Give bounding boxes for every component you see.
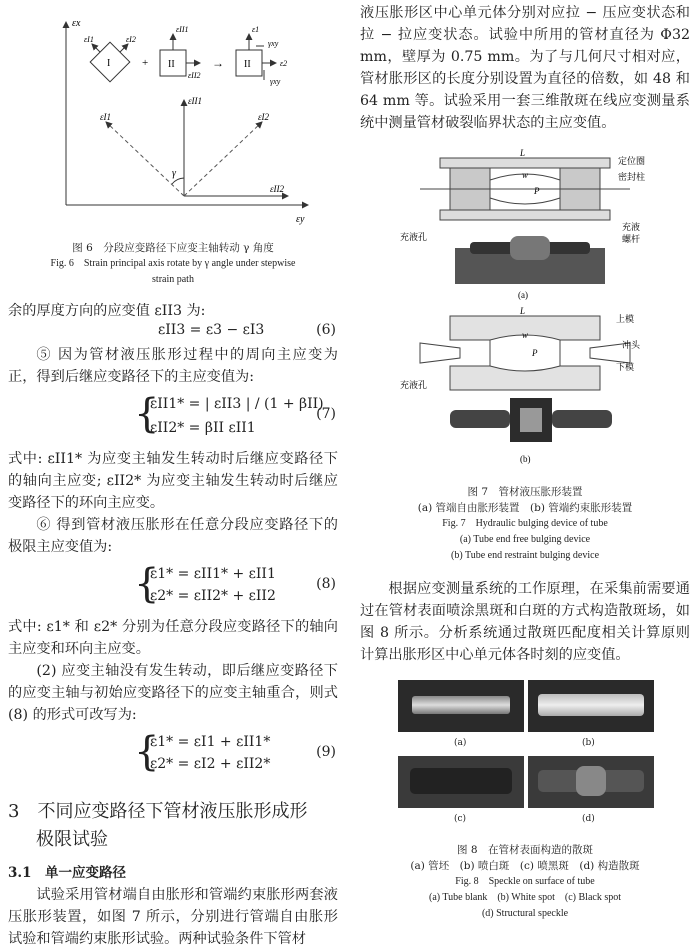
fig7a-P: P [534,186,540,196]
fig7b-tag: (b) [520,454,531,464]
fig7-caption-en-2: (a) Tube end free bulging device [459,534,591,545]
box-II-label: II [168,59,175,70]
equation-7: { εII1* = | εII3 | / (1 + βII) εII2* = βII εII1 (7) [134,391,336,437]
fig7b-w: w [522,330,529,340]
para-where-8: 式中: ε1* 和 ε2* 分别为任意分段应变路径下的轴向主应变和环向主应变。 [8,619,338,657]
fig8d-photo [528,756,654,808]
eI2-axis-label: εI2 [258,112,270,122]
fig8b-photo [528,680,654,732]
equation-8-number: (8) [316,576,336,592]
axis-ex-label: εx [72,18,81,29]
fig7b-L: L [520,306,526,316]
equation-6-expr: εII3 = ε3 − εI3 [158,322,265,338]
fig7-caption-cn: 图 7 管材液压胀形装置 [467,486,583,498]
fig7a-label-seal-column: 密封柱 [618,173,646,183]
figure-7b-device [360,306,690,470]
equation-7-number: (7) [316,406,336,422]
para-no-rotation: (2) 应变主轴没有发生转动，即后继应变路径下的应变主轴与初始应变路径下的应变主轴重合，则式 (8) 的形式可改写为: [8,663,338,723]
subsection-3-1: 3.1 单一应变路径 [8,865,126,881]
fig7b-label-punch: 冲头 [622,341,641,351]
fig7a-label-screw: 螺杆 [622,235,641,245]
para-step5: ⑤ 因为管材液压胀形过程中的周向主应变为正，得到后继应变路径下的主应变值为: [8,347,338,385]
equation-8a: ε1* = εII1* + εII1 [150,566,276,582]
section-3-title-line1: 3 不同应变路径下管材液压胀形成形 [8,801,308,822]
fig7a-label-positioning-ring: 定位圈 [618,157,646,167]
equation-8: { ε1* = εII1* + εII1 ε2* = εII2* + εII2 (8) [134,561,336,607]
para-test-setup: 试验采用管材端自由胀形和管端约束胀形两套液压胀形装置，如图 7 所示，分别进行管端自由胀形试验和管端约束胀形试验。两种试验条件下管材 [8,887,338,947]
fig8-caption-cn-sub: (a) 管坯 (b) 喷白斑 (c) 喷黑斑 (d) 构造散斑 [410,860,640,872]
box-II-shear-label: II [244,59,251,70]
fig8-caption-en-1: Fig. 8 Speckle on surface of tube [455,876,595,887]
fig7a-w: w [522,170,529,180]
fig8-caption-cn: 图 8 在管材表面构造的散斑 [456,844,594,856]
equation-9: { ε1* = εI1 + εII1* ε2* = εI2 + εII2* (9) [134,729,336,775]
gxy-bottom: γxy [270,77,281,86]
fig7-caption-cn-sub: (a) 管端自由胀形装置 (b) 管端约束胀形装置 [417,502,633,514]
figure-7a-device [360,150,690,300]
para-strain-states: 液压胀形区中心单元体分别对应拉 − 压应变状态和拉 − 拉应变状态。试验中所用的管材直径为 Φ32 mm，壁厚为 0.75 mm。为了与几何尺寸相对应，管材胀形区的长度分别设置为直径的倍数，如 48 和 64 mm 等。试验采用一套三维散斑在线应变测量系统中测量管材破裂临界状态的主应变值。 [360,5,690,131]
para-speckle-principle: 根据应变测量系统的工作原理，在采集前需要通过在管材表面喷涂黑斑和白斑的方式构造散斑场，如图 8 所示。分析系统通过散斑匹配度相关计算原则计算出胀形区中心单元体各时刻的应变值。 [360,581,690,663]
fig6-caption-en-2: strain path [152,274,194,285]
fig7b-P: P [532,348,538,358]
fig8c-tag: (c) [454,814,467,824]
axis-ey-label: εy [296,214,305,225]
eII2-axis-label: εII2 [270,184,285,194]
fig7-caption-en-3: (b) Tube end restraint bulging device [450,550,600,561]
gamma-label: γ [172,168,176,179]
fig7a-tag: (a) [518,290,528,300]
section-3-title-line2: 极限试验 [36,829,108,850]
eI1-axis-label: εI1 [100,112,112,122]
figure-6-diagram [8,0,338,225]
para-step6: ⑥ 得到管材液压胀形在任意分段应变路径下的极限主应变值为: [8,517,338,555]
equation-6-number: (6) [316,322,336,338]
fig7-caption-en-1: Fig. 7 Hydraulic bulging device of tube [442,518,608,529]
para-where-7: 式中: εII1* 为应变主轴发生转动时后继应变路径下的轴向主应变; εII2* 为应变主轴发生转动时后继应变路径下的环向主应变。 [8,451,338,511]
equation-7b: εII2* = βII εII1 [150,420,256,436]
eI1-small: εI1 [84,35,94,44]
e1-small: ε1 [252,25,260,34]
equation-7a: εII1* = | εII3 | / (1 + βII) [150,396,324,412]
equation-8b: ε2* = εII2* + εII2 [150,588,276,604]
eI2-small: εI2 [126,35,136,44]
fig7b-label-upper-die: 上模 [616,315,635,325]
gxy-top: γxy [268,39,279,48]
eII1-axis-label: εII1 [188,96,203,106]
fig6-caption-cn: 图 6 分段应变路径下应变主轴转动 γ 角度 [72,242,274,254]
equation-9a: ε1* = εI1 + εII1* [150,734,271,750]
fig7b-label-lower-die: 下模 [616,363,635,373]
fig7a-L: L [520,148,526,158]
fig8b-tag: (b) [582,738,595,748]
equation-6 [8,322,338,344]
equation-9b: ε2* = εI2 + εII2* [150,756,271,772]
box-I-label: I [107,58,111,69]
e2-small: ε2 [280,59,288,68]
arrow-sign: → [212,56,224,70]
fig8a-tag: (a) [454,738,467,748]
figure-8-photos [360,680,690,832]
fig7a-label-fill: 充液 [622,223,641,233]
fig7a-label-fill-hole: 充液孔 [400,233,428,243]
fig8-caption-en-2: (a) Tube blank (b) White spot (c) Black spot [428,892,621,903]
fig8-caption-en-3: (d) Structural speckle [481,908,569,919]
fig8c-photo [398,756,524,808]
fig6-caption-en-1: Fig. 6 Strain principal axis rotate by γ angle under stepwise [50,258,296,269]
para-thickness-strain: 余的厚度方向的应变值 εII3 为: [8,303,206,319]
fig7b-label-fill-hole: 充液孔 [400,381,428,391]
equation-9-number: (9) [316,744,336,760]
plus-sign: + [142,57,149,69]
fig8a-photo [398,680,524,732]
fig8d-tag: (d) [582,814,595,824]
eII1-small: εII1 [176,25,189,34]
eII2-small: εII2 [188,71,201,80]
